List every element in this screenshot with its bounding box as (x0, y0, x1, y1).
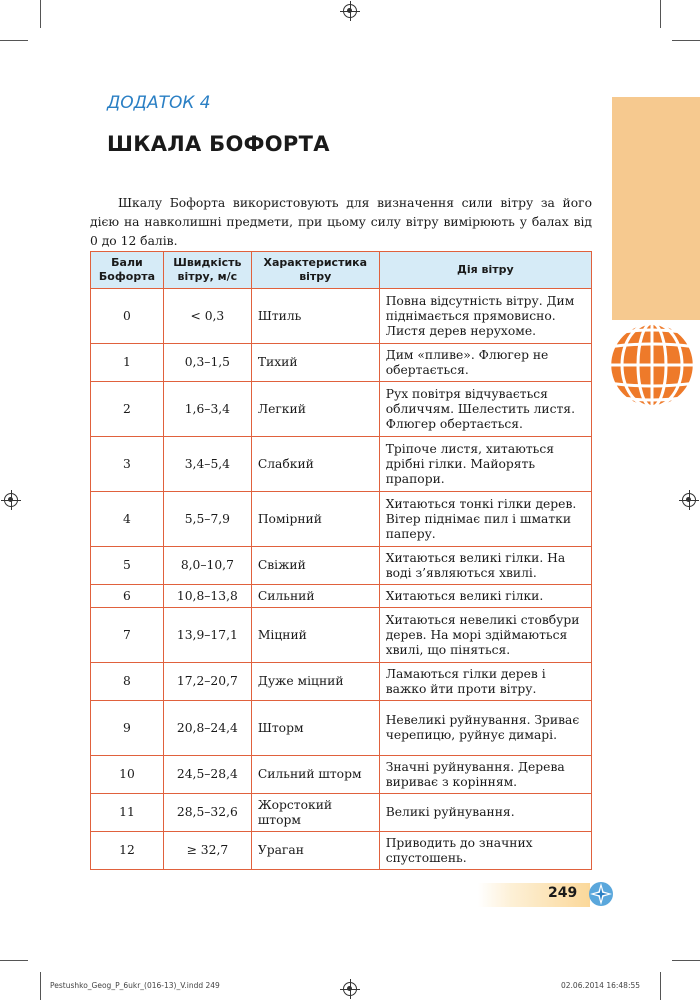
cell-speed: 0,3–1,5 (163, 344, 251, 382)
cell-ball: 0 (91, 289, 164, 344)
beaufort-table (90, 251, 592, 870)
print-slug-file: Pestushko_Geog_P_6ukr_(016-13)_V.indd 249 (50, 981, 220, 990)
column-header-ball: Бали Бофорта (91, 252, 164, 289)
cell-speed: 3,4–5,4 (163, 437, 251, 492)
cell-ball: 1 (91, 344, 164, 382)
side-color-band (612, 97, 700, 320)
cell-name: Дуже міцний (251, 663, 379, 701)
cell-speed: 10,8–13,8 (163, 585, 251, 608)
cell-name: Жорстокий шторм (251, 794, 379, 832)
cell-effect: Хитаються тонкі гілки дерев. Вітер піднімає пил і шматки паперу. (379, 492, 591, 547)
cell-name: Помірний (251, 492, 379, 547)
cell-name: Ураган (251, 832, 379, 870)
cell-ball: 2 (91, 382, 164, 437)
cell-name: Шторм (251, 701, 379, 756)
cell-effect: Хитаються великі гілки. (379, 585, 591, 608)
cell-ball: 4 (91, 492, 164, 547)
table-row (91, 492, 592, 547)
cell-effect: Хитаються великі гілки. На воді з’являються хвилі. (379, 547, 591, 585)
crop-mark (0, 40, 28, 41)
cell-speed: 28,5–32,6 (163, 794, 251, 832)
cell-effect: Ламаються гілки дерев і важко йти проти вітру. (379, 663, 591, 701)
cell-ball: 3 (91, 437, 164, 492)
table-row (91, 585, 592, 608)
cell-speed: < 0,3 (163, 289, 251, 344)
cell-speed: 20,8–24,4 (163, 701, 251, 756)
crop-mark (672, 40, 700, 41)
table-row (91, 756, 592, 794)
cell-ball: 8 (91, 663, 164, 701)
table-row (91, 289, 592, 344)
cell-speed: 5,5–7,9 (163, 492, 251, 547)
cell-effect: Рух повітря відчувається обличчям. Шелестить листя. Флюгер обертається. (379, 382, 591, 437)
cell-name: Слабкий (251, 437, 379, 492)
crop-mark (660, 0, 661, 28)
compass-star-icon (588, 881, 614, 907)
cell-speed: 17,2–20,7 (163, 663, 251, 701)
cell-name: Сильний (251, 585, 379, 608)
column-header-effect: Дія вітру (379, 252, 591, 289)
intro-paragraph: Шкалу Бофорта використовують для визначення сили вітру за його дією на навколишні предмети, при цьому силу вітру вимірюють у балах від 0 до 12 балів. (90, 196, 592, 248)
column-header-name: Характеристика вітру (251, 252, 379, 289)
cell-name: Штиль (251, 289, 379, 344)
cell-name: Сильний шторм (251, 756, 379, 794)
table-row (91, 547, 592, 585)
column-header-speed: Швидкість вітру, м/с (163, 252, 251, 289)
cell-speed: 1,6–3,4 (163, 382, 251, 437)
table-row (91, 344, 592, 382)
crop-mark (0, 960, 28, 961)
cell-ball: 11 (91, 794, 164, 832)
page-number: 249 (548, 885, 578, 901)
crop-mark (660, 972, 661, 1000)
crop-mark (40, 0, 41, 28)
crop-mark (672, 960, 700, 961)
table-row (91, 608, 592, 663)
cell-effect: Невеликі руйнування. Зриває черепицю, руйнує димарі. (379, 701, 591, 756)
registration-mark-icon (4, 493, 18, 507)
crop-mark (40, 972, 41, 1000)
print-slug-date: 02.06.2014 16:48:55 (561, 981, 641, 990)
cell-name: Міцний (251, 608, 379, 663)
cell-effect: Дим «пливе». Флюгер не обертається. (379, 344, 591, 382)
cell-effect: Хитаються невеликі стовбури дерев. На морі здіймаються хвилі, що пiняться. (379, 608, 591, 663)
cell-effect: Тріпоче листя, хитаються дрібні гілки. Майорять прапори. (379, 437, 591, 492)
page-title: ШКАЛА БОФОРТА (107, 132, 330, 156)
cell-name: Легкий (251, 382, 379, 437)
table-row (91, 437, 592, 492)
cell-effect: Великі руйнування. (379, 794, 591, 832)
cell-ball: 10 (91, 756, 164, 794)
cell-speed: 8,0–10,7 (163, 547, 251, 585)
table-header-row (91, 252, 592, 289)
registration-mark-icon (682, 493, 696, 507)
cell-effect: Значні руйнування. Дерева вириває з корінням. (379, 756, 591, 794)
cell-effect: Приводить до значних спустошень. (379, 832, 591, 870)
table-row (91, 701, 592, 756)
appendix-label: ДОДАТОК 4 (107, 93, 211, 113)
cell-name: Свіжий (251, 547, 379, 585)
cell-ball: 6 (91, 585, 164, 608)
cell-effect: Повна відсутність вітру. Дим піднімається прямовисно. Листя дерев нерухоме. (379, 289, 591, 344)
registration-mark-icon (343, 982, 357, 996)
table-row (91, 382, 592, 437)
cell-speed: 13,9–17,1 (163, 608, 251, 663)
table-row (91, 832, 592, 870)
registration-mark-icon (343, 4, 357, 18)
cell-ball: 5 (91, 547, 164, 585)
cell-ball: 12 (91, 832, 164, 870)
cell-ball: 7 (91, 608, 164, 663)
table-row (91, 663, 592, 701)
cell-speed: 24,5–28,4 (163, 756, 251, 794)
table-row (91, 794, 592, 832)
globe-icon (604, 317, 700, 413)
cell-name: Тихий (251, 344, 379, 382)
cell-speed: ≥ 32,7 (163, 832, 251, 870)
cell-ball: 9 (91, 701, 164, 756)
